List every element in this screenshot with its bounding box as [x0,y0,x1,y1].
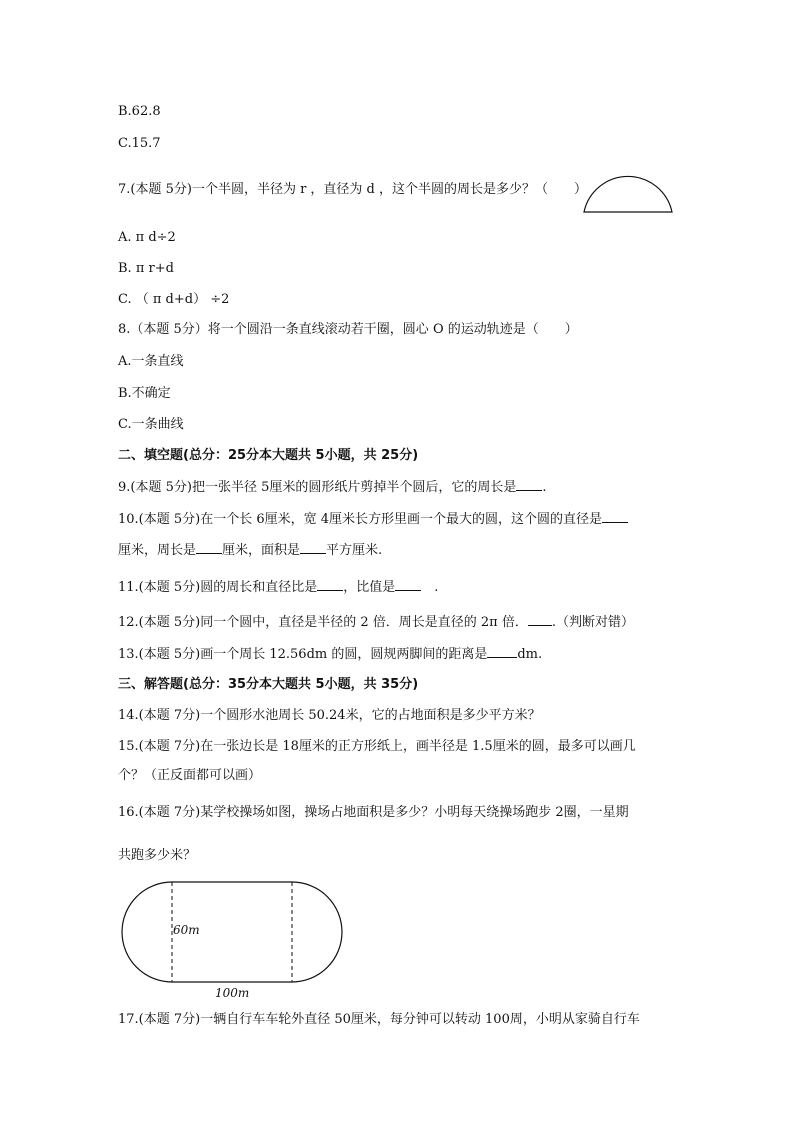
question-10-part-3: 平方厘米. [326,543,383,558]
question-11-mid: ，比值是 [343,580,396,595]
answer-blank [196,540,222,554]
question-12-end: .（判断对错） [551,615,634,630]
question-12-text: 12.(本题 5分)同一个圆中，直径是半径的 2 倍．周长是直径的 2π 倍． [118,615,528,630]
track-outline [122,882,342,982]
question-9-end: . [542,480,547,495]
question-10 [118,509,628,530]
question-10-part-2: 厘米，面积是 [222,543,301,558]
answer-blank [300,540,326,554]
question-8: 8.（本题 5分）将一个圆沿一条直线滚动若干圈，圆心 O 的运动轨迹是（ ） [118,322,578,337]
answer-blank [528,612,552,626]
section-3-heading: 三、解答题(总分：35分本大题共 5小题，共 35分) [118,677,419,692]
question-8-option-c: C.一条曲线 [118,417,184,432]
playground-figure [118,878,346,1004]
answer-blank [395,577,421,591]
question-10-continued [118,540,382,561]
question-7-option-b: B. π r+d [118,261,174,276]
question-7-option-c: C. （ π d+d） ÷2 [118,292,230,307]
question-10-part-1: 厘米，周长是 [118,543,197,558]
question-10-text: 10.(本题 5分)在一个长 6厘米，宽 4厘米长方形里画一个最大的圆，这个圆的直径是 [118,512,603,527]
question-14: 14.(本题 7分)一个圆形水池周长 50.24米，它的占地面积是多少平方米？ [118,708,541,723]
semicircle-figure [582,166,676,216]
question-8-option-b: B.不确定 [118,386,171,401]
question-12 [118,612,634,633]
section-2-heading: 二、填空题(总分：25分本大题共 5小题，共 25分) [118,448,419,463]
height-label: 60m [173,923,200,937]
question-15: 15.(本题 7分)在一张边长是 18厘米的正方形纸上，画半径是 1.5厘米的圆，最多可以画几 [118,739,636,754]
question-13 [118,644,542,665]
option-b-62-8: B.62.8 [118,104,161,119]
question-9 [118,477,547,498]
question-13-end: dm. [517,647,543,662]
length-label: 100m [215,986,250,1000]
question-15-continued: 个？（正反面都可以画） [118,768,262,783]
answer-blank [317,577,343,591]
question-11-end: . [421,580,439,595]
question-13-text: 13.(本题 5分)画一个周长 12.56dm 的圆，圆规两脚间的距离是 [118,647,488,662]
answer-blank [516,477,542,491]
question-7-option-a: A. π d÷2 [118,230,176,245]
option-c-15-7: C.15.7 [118,136,161,151]
question-16-continued: 共跑多少米？ [118,848,197,863]
question-9-text: 9.(本题 5分)把一张半径 5厘米的圆形纸片剪掉半个圆后，它的周长是 [118,480,517,495]
answer-blank [602,509,628,523]
question-11-text: 11.(本题 5分)圆的周长和直径比是 [118,580,318,595]
question-7: 7.(本题 5分)一个半圆，半径为 r ，直径为 d ，这个半圆的周长是多少？（ ） [118,182,588,197]
question-16: 16.(本题 7分)某学校操场如图，操场占地面积是多少？小明每天绕操场跑步 2圈，一星期 [118,805,629,820]
question-8-option-a: A.一条直线 [118,354,184,369]
question-17: 17.(本题 7分)一辆自行车车轮外直径 50厘米，每分钟可以转动 100周，小明从家骑自行车 [118,1012,640,1027]
answer-blank [487,644,517,658]
question-11 [118,577,438,598]
